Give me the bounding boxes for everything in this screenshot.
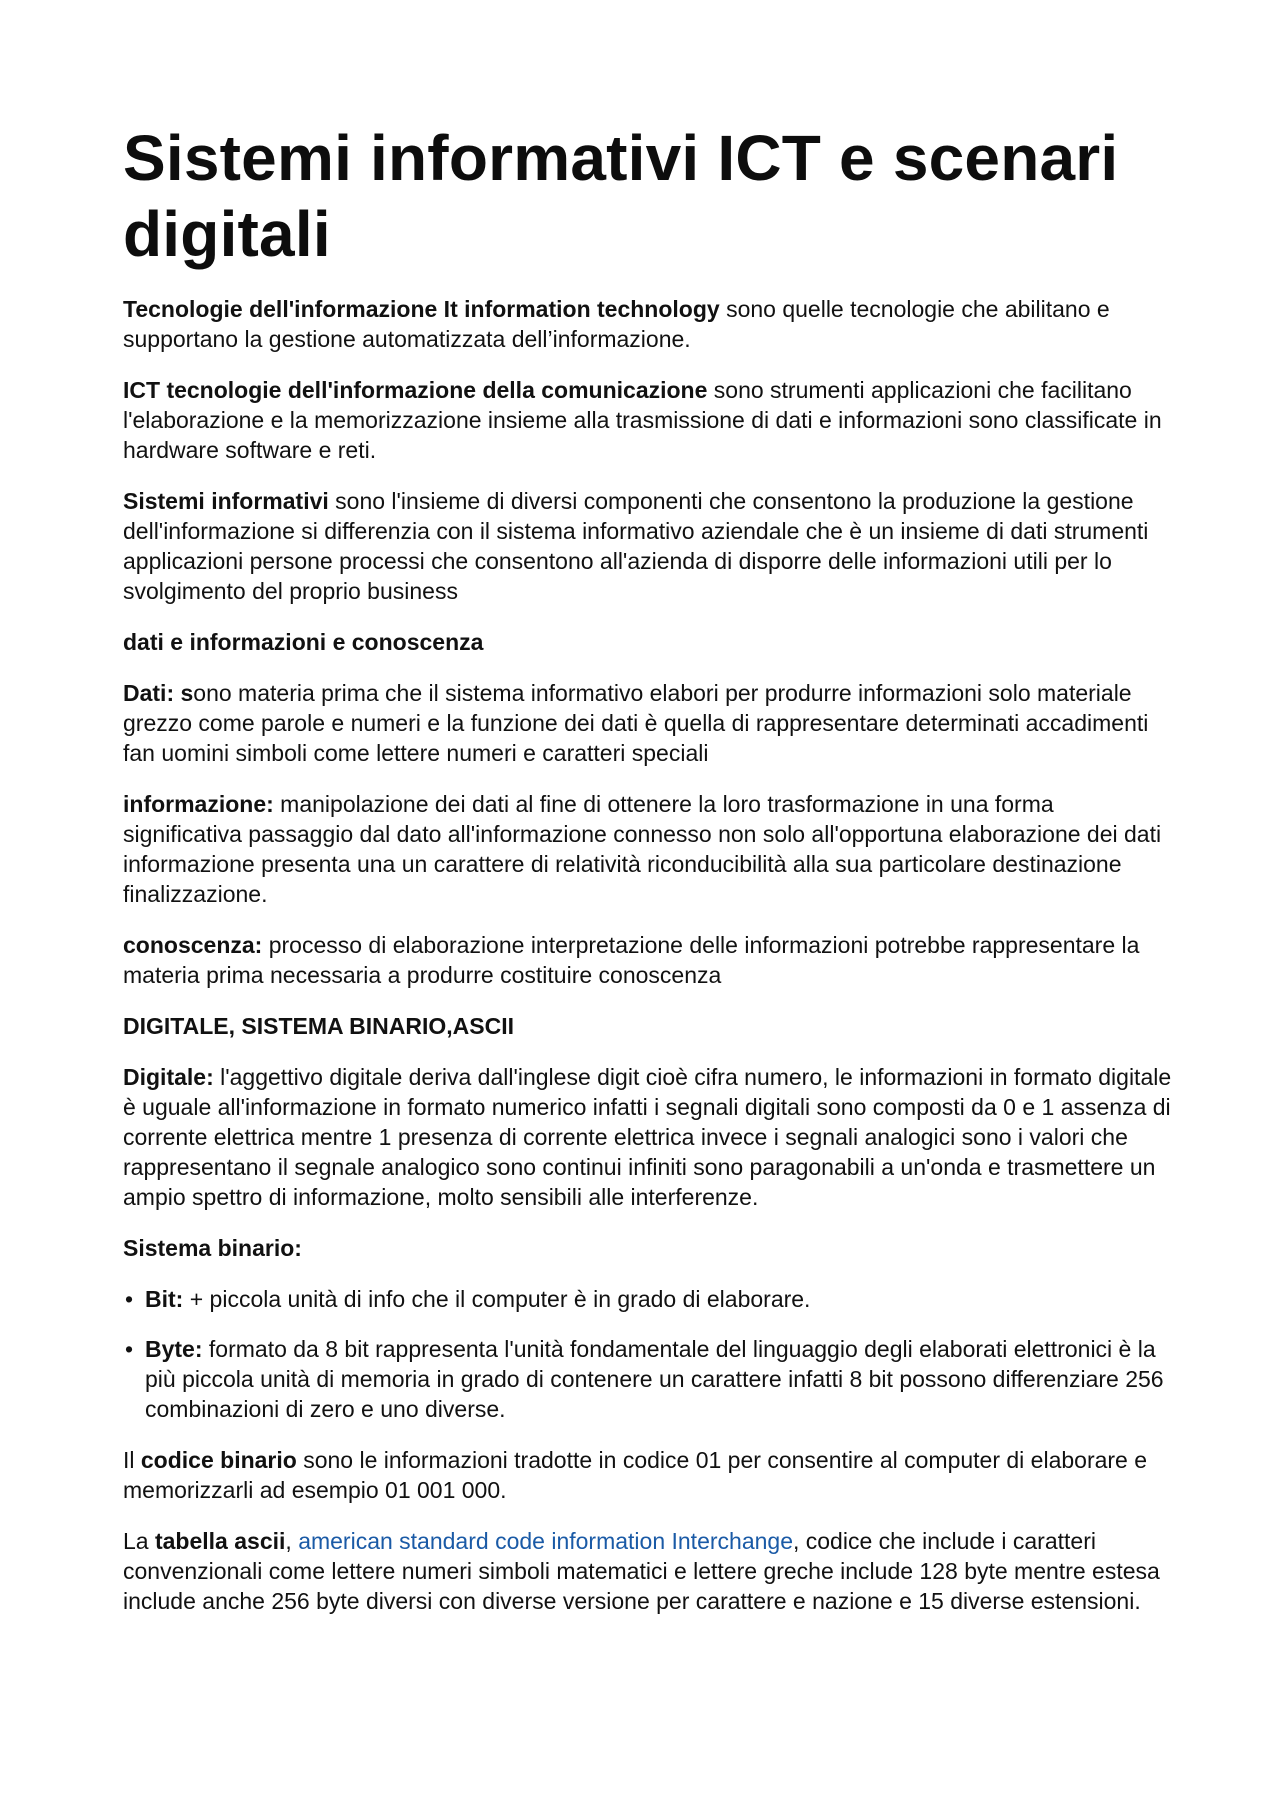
list-item-bit-text: + piccola unità di info che il computer è in grado di elaborare. [183,1286,811,1312]
paragraph-conoscenza-text: processo di elaborazione interpretazione delle informazioni potrebbe rappresentare la materia prima necessaria a produrre costituire conoscenza [123,932,1140,988]
binary-list [123,1284,1173,1424]
paragraph-informazione [123,789,1173,909]
term-sistemi-informativi: Sistemi informativi [123,488,329,514]
paragraph-ict [123,375,1173,465]
list-item-byte [123,1334,1173,1424]
section-heading-digitale [123,1011,1173,1041]
term-tabella-ascii: tabella ascii [154,1528,286,1554]
paragraph-ascii-comma: , [285,1528,299,1554]
term-byte: Byte: [145,1336,203,1362]
term-informazione: informazione: [123,791,274,817]
list-item-bit [123,1284,1173,1314]
page-title: Sistemi informativi ICT e scenari digitali [123,122,1119,270]
paragraph-dati-text: ono materia prima che il sistema informativo elabori per produrre informazioni solo materiale grezzo come parole e numeri e la funzione dei dati è quella di rappresentare determinati accadimenti fan uomini simboli come lettere numeri e caratteri speciali [123,680,1149,766]
paragraph-ascii [123,1526,1173,1616]
paragraph-ascii-pre: La [123,1528,155,1554]
section-heading-dati-text: dati e informazioni e conoscenza [123,629,484,655]
paragraph-dati [123,678,1173,768]
list-item-byte-text: formato da 8 bit rappresenta l'unità fondamentale del linguaggio degli elaborati elettronici è la più piccola unità di memoria in grado di contenere un carattere infatti 8 bit possono differenziare 256 combinazioni di zero e uno diverse. [145,1336,1164,1422]
paragraph-informazione-text: manipolazione dei dati al fine di ottenere la loro trasformazione in una forma significativa passaggio dal dato all'informazione connesso non solo all'opportuna elaborazione dei dati informazione presenta una un carattere di relatività riconducibilità alla sua particolare destinazione finalizzazione. [123,791,1162,907]
paragraph-it-text: sono quelle tecnologie che abilitano e supportano la gestione automatizzata dell’informazione. [123,296,1110,352]
section-heading-binario-text: Sistema binario: [123,1235,302,1261]
term-it: Tecnologie dell'informazione It information technology [123,296,720,322]
term-bit: Bit: [145,1286,184,1312]
section-heading-dati [123,627,1173,657]
section-heading-binario [123,1233,1173,1263]
paragraph-sistemi-informativi [123,486,1173,606]
paragraph-codice-binario-pre: Il [123,1447,141,1473]
term-codice-binario: codice binario [140,1447,297,1473]
term-dati: Dati: s [123,680,194,706]
document-page [123,120,1173,1637]
bullet-icon: • [125,1336,134,1362]
paragraph-ascii-text: , codice che include i caratteri convenzionali come lettere numeri simboli matematici e lettere greche include 128 byte mentre estesa include anche 256 byte diversi con diverse versione per carattere e nazione e 15 diverse estensioni. [123,1528,1160,1614]
term-ict: ICT tecnologie dell'informazione della comunicazione [123,377,708,403]
section-heading-digitale-text: DIGITALE, SISTEMA BINARIO,ASCII [123,1013,515,1039]
term-digitale: Digitale: [123,1064,214,1090]
paragraph-digitale-text: l'aggettivo digitale deriva dall'inglese digit cioè cifra numero, le informazioni in formato digitale è uguale all'informazione in formato numerico infatti i segnali digitali sono composti da 0 e 1 assenza di corrente elettrica mentre 1 presenza di corrente elettrica invece i segnali analogici sono i valori che rappresentano il segnale analogico sono continui infiniti sono paragonabili a un'onda e trasmettere un ampio spettro di informazione, molto sensibili alle interferenze. [123,1064,1172,1210]
ascii-link[interactable]: american standard code information Interchange [298,1528,793,1554]
paragraph-digitale [123,1062,1173,1212]
paragraph-codice-binario [123,1445,1173,1505]
paragraph-codice-binario-text: sono le informazioni tradotte in codice 01 per consentire al computer di elaborare e memorizzarli ad esempio 01 001 000. [123,1447,1148,1503]
term-conoscenza: conoscenza: [123,932,263,958]
paragraph-ict-text: sono strumenti applicazioni che facilitano l'elaborazione e la memorizzazione insieme alla trasmissione di dati e informazioni sono classificate in hardware software e reti. [123,377,1162,463]
bullet-icon: • [125,1286,134,1312]
paragraph-sistemi-informativi-text: sono l'insieme di diversi componenti che consentono la produzione la gestione dell'informazione si differenzia con il sistema informativo aziendale che è un insieme di dati strumenti applicazioni persone processi che consentono all'azienda di disporre delle informazioni utili per lo svolgimento del proprio business [123,488,1149,604]
paragraph-it [123,294,1173,354]
paragraph-conoscenza [123,930,1173,990]
